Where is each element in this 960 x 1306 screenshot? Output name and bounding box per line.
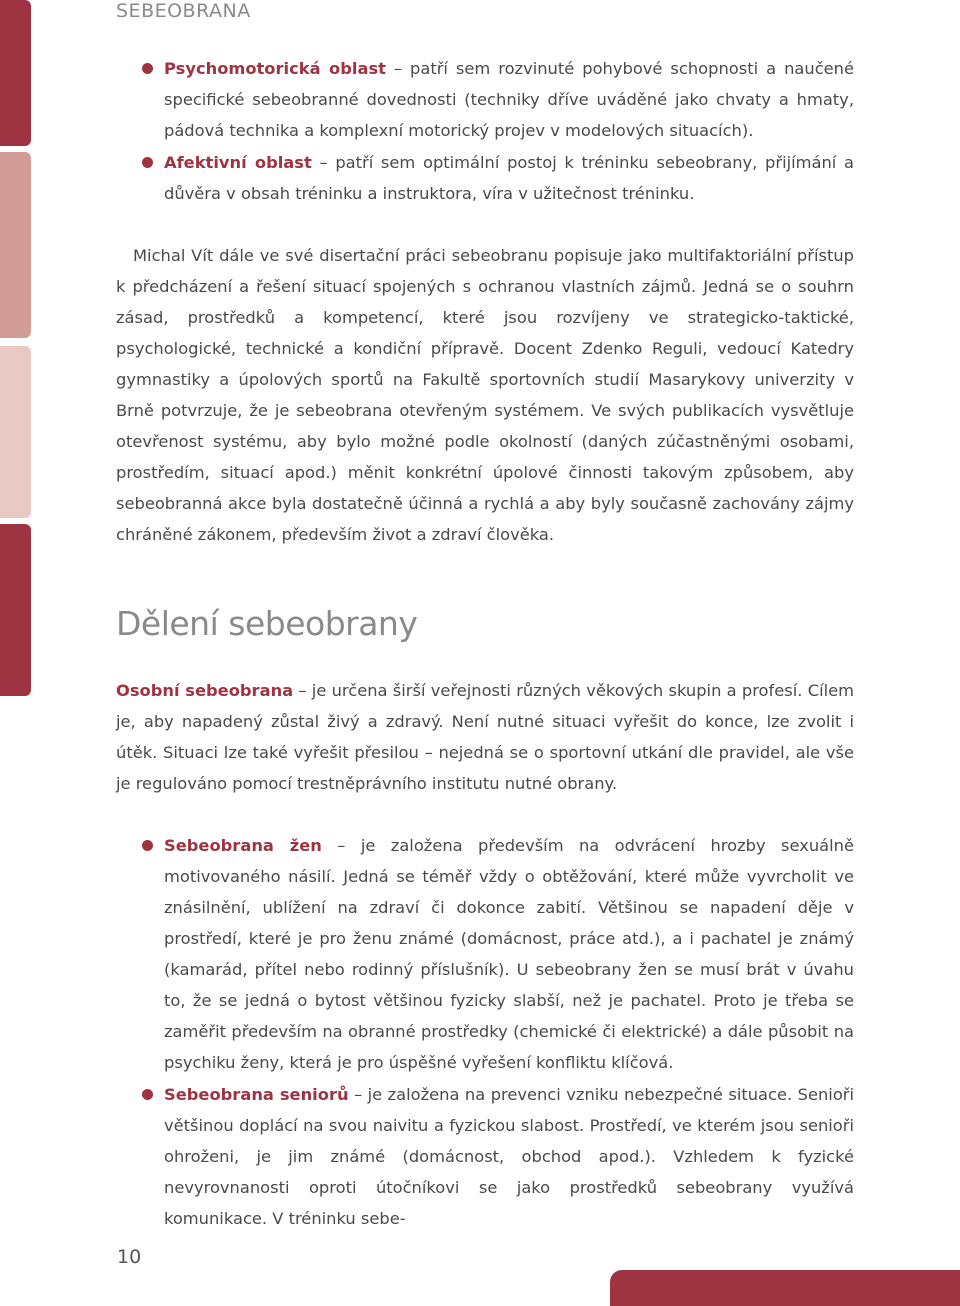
paragraph-text: – je určena širší veřejnosti různých věkových skupin a profesí. Cílem je, aby napadený zůstal živý a zdravý. Není nutné situaci vyřešit do konce, lze zvolit i útěk. Situaci lze také vyřešit přesilou – nejedná se o sportovní utkání dle pravidel, ale vše je regulováno pomocí trestněprávního institutu nutné obrany. — [116, 681, 854, 793]
bullet-text: – je založena především na odvrácení hrozby sexuálně motivovaného násilí. Jedná se téměř vždy o obtěžování, které může vyvrcholit ve znásilnění, ublížení na zdraví či dokonce zabití. Většinou se napadení děje v prostředí, které je pro ženu známé (domácnost, práce atd.), a i pachatel je známý (kamarád, přítel nebo rodinný příslušník). U sebeobrany žen se musí brát v úvahu to, že se jedná o bytost většinou fyzicky slabší, než je pachatel. Proto je třeba se zaměřit především na obranné prostředky (chemické či elektrické) a dále působit na psychiku ženy, která je pro úspěšné vyřešení konfliktu klíčová. — [164, 836, 854, 1072]
side-tab-bottom — [0, 524, 31, 696]
bullet-item-psychomotor — [164, 53, 854, 146]
bullet-item-affective — [164, 147, 854, 209]
bullet-dot-icon — [142, 1089, 153, 1100]
bullet-dot-icon — [142, 63, 153, 74]
paragraph-term: Osobní sebeobrana — [116, 681, 294, 700]
side-tab-third — [0, 346, 31, 518]
bullet-item-seniors — [164, 1079, 854, 1234]
side-tab-second — [0, 152, 31, 338]
bullet-text: – patří sem optimální postoj k tréninku sebeobrany, přijímání a důvěra v obsah tréninku a instruktora, víra v užitečnost tréninku. — [164, 153, 854, 203]
footer-color-bar — [610, 1270, 960, 1306]
bullet-term: Afektivní oblast — [164, 153, 312, 172]
page-number: 10 — [117, 1246, 142, 1268]
side-tab-top — [0, 0, 31, 146]
bullet-dot-icon — [142, 840, 153, 851]
section-heading: Dělení sebeobrany — [116, 604, 418, 643]
osobni-paragraph — [116, 675, 854, 799]
running-header: SEBEOBRANA — [116, 0, 251, 22]
bullet-term: Psychomotorická oblast — [164, 59, 386, 78]
body-paragraph: Michal Vít dále ve své disertační práci sebeobranu popisuje jako multifaktoriální přístup k předcházení a řešení situací spojených s ochranou vlastních zájmů. Jedná se o souhrn zásad, prostředků a kompetencí, které jsou rozvíjeny ve strategicko-taktické, psychologické, technické a kondiční přípravě. Docent Zdenko Reguli, vedoucí Katedry gymnastiky a úpolových sportů na Fakultě sportovních studií Masarykovy univerzity v Brně potvrzuje, že je sebeobrana otevřeným systémem. Ve svých publikacích vysvětluje otevřenost systému, aby bylo možné podle okolností (daných zúčastněnými osobami, prostředím, situací apod.) měnit konkrétní úpolové činnosti takovým způsobem, aby sebeobranná akce byla dostatečně účinná a rychlá a aby byly současně zachovány zájmy chráněné zákonem, především život a zdraví člověka. — [116, 246, 854, 544]
bullet-term: Sebeobrana seniorů — [164, 1085, 349, 1104]
bullet-text: – je založena na prevenci vzniku nebezpečné situace. Senioři většinou doplácí na svou naivitu a fyzickou slabost. Prostředí, ve kterém jsou senioři ohroženi, je jim známé (domácnost, obchod apod.). Vzhledem k fyzické nevyrovnanosti oproti útočníkovi se jako prostředků sebeobrany využívá komunikace. V tréninku sebe- — [164, 1085, 854, 1228]
bullet-text: – patří sem rozvinuté pohybové schopnosti a naučené specifické sebeobranné dovednosti (techniky dříve uváděné jako chvaty a hmaty, pádová technika a komplexní motorický projev v modelových situacích). — [164, 59, 854, 140]
bullet-term: Sebeobrana žen — [164, 836, 322, 855]
bullet-dot-icon — [142, 157, 153, 168]
bullet-item-women — [164, 830, 854, 1078]
